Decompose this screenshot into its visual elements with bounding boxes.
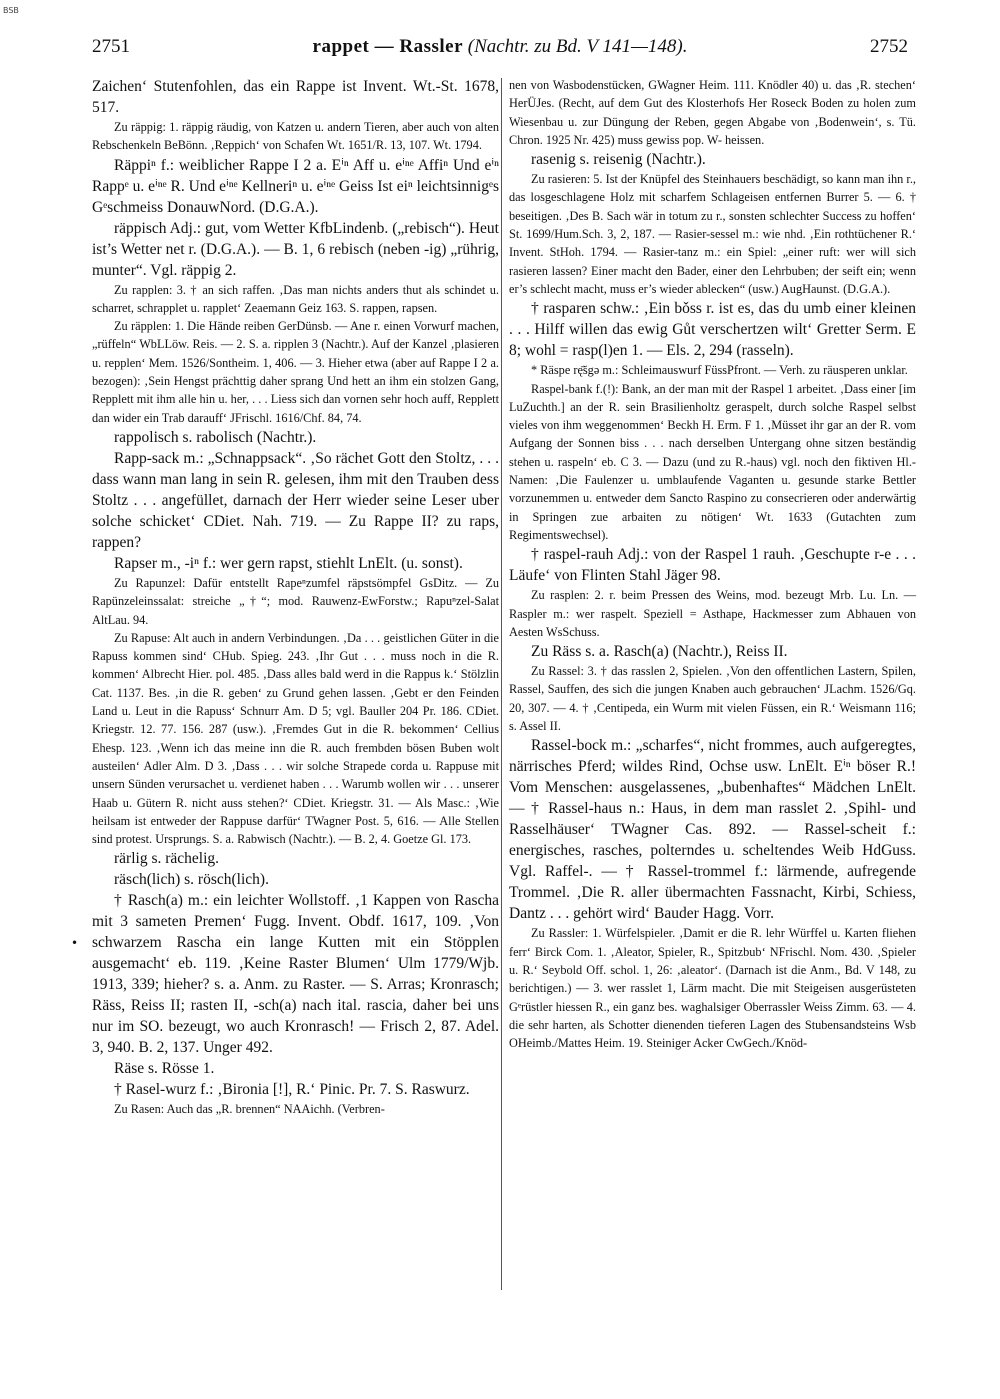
- page-number-right: 2752: [870, 36, 908, 57]
- entry-paragraph: Zu räpplen: 1. Die Hände reiben GerDünsb. — Ane r. einen Vorwurf machen, „rüffeln“ WbLLöw. Reis. — 2. S. a. ripplen 3 (Nachtr.). Auf der Kanzel ‚plasieren u. repplen‘ Mem. 1526/Sontheim. 1, 406. — 3. Hieher etwa (aber auf Rappe I 2 a. bezogen): ‚Sein Hengst prächttig daher sprang Und hett an ihm ein stolzen Gang, Repplett mit ihm alle hin u. her, . . . Liess sich dan vornen sehr hoch auff, Repplett dan wider ein Trab darauff‘ JFrischl. 1616/Chf. 84, 74.: [92, 319, 499, 425]
- entry-paragraph: † Rasch(a) m.: ein leichter Wollstoff. ‚1 Kappen von Rascha mit 3 sameten Premen‘ Fugg. Invent. Obdf. 1617, 109. ‚Von schwarzem Rascha ein lange Kutten mit ein Stöpplen ausgemacht‘ eb. 119. ‚Keine Raster Blumen‘ Ulm 1779/Wjb. 1913, 339; hieher? s. a. Anm. zu Raster. — S. Arras; Kronrasch; Räss, Reiss II; rasten II, -sch(a) nach ital. rascia, daher bei uns nur im SO. bezeugt, wo auch Kronrasch! — Frisch 2, 87. Adel. 3, 940. B. 2, 137. Unger 492.: [92, 892, 499, 1057]
- entry-paragraph: Rapp-sack m.: „Schnappsack“. ‚So rächet Gott den Stoltz, . . . dass wann man lang in sein R. gelesen, ihm mit den Trauben dess Stoltz . . . angefüllet, darnach der Herr wieder seine Leser uber solche schicket‘ CDiet. Nah. 719. — Zu Rappe II? zu raps, rappen?: [92, 449, 499, 551]
- page-header: [92, 36, 908, 64]
- entry-paragraph: Zu Rassel: 3. † das rasslen 2, Spielen. ‚Von den offentlichen Lastern, Spilen, Rassel, Sauffen, des sich die jungen Knaben auch gebrauchen‘ JLachm. 1526/Gq. 20, 307. — 4. † ‚Centipeda, ein Wurm mit vielen Füssen, ein R.‘ Weismann 116; s. Assel II.: [509, 664, 916, 734]
- left-column: [92, 76, 499, 1119]
- entry-paragraph: rärlig s. rächelig.: [114, 850, 220, 868]
- library-stamp: BSB: [3, 6, 19, 15]
- entry-paragraph: rasenig s. reisenig (Nachtr.).: [531, 151, 706, 169]
- entry-paragraph: Räse s. Rösse 1.: [114, 1060, 215, 1078]
- running-title: [92, 36, 908, 58]
- entry-paragraph: † rasparen schw.: ‚Ein bǒss r. ist es, das du umb einer kleinen . . . Hilff willen das ewig Gůt verschertzen wilt‘ Gretter Serm. E 8; wohl = rasp(l)en 1. — Els. 2, 294 (rasseln).: [509, 300, 916, 360]
- entry-paragraph: Rapser m., -iⁿ f.: wer gern rapst, stiehlt LnElt. (u. sonst).: [114, 554, 463, 572]
- entry-paragraph: nen von Wasbodenstücken, GWagner Heim. 111. Knödler 40) u. das ‚R. stechen‘ HerÜJes. (Recht, auf dem Gut des Klosterhofs Her Roseck Boden zu holen zum Wiesenbau u. zur Düngung der Reben, gegen Abgabe von ‚Bodenwein‘, s. Tü. Chron. 1925 Nr. 425) muss gewiss pop. W- heissen.: [509, 78, 916, 147]
- entry-paragraph: Zu rasplen: 2. r. beim Pressen des Weins, mod. bezeugt Mrb. Lu. Ln. — Raspler m.: wer raspelt. Speziell = Asthape, Hackmesser zum Abhauen von Aesten WsSchuss.: [509, 588, 916, 639]
- entry-paragraph: Zu Rasen: Auch das „R. brennen“ NAAichh. (Verbren-: [114, 1102, 385, 1117]
- entry-paragraph: † raspel-rauh Adj.: von der Raspel 1 rauh. ‚Geschupte r-e . . . Läufe‘ von Flinten Stahl Jäger 98.: [509, 546, 916, 585]
- entry-paragraph: Räppiⁿ f.: weiblicher Rappe I 2 a. Eⁱⁿ Aff u. eⁱⁿᵉ Affiⁿ Und eⁱⁿ Rappᵉ u. eⁱⁿᵉ R. Und eⁱⁿᵉ Kellneriⁿ u. eⁱⁿᵉ Geiss Ist eiⁿ leichtsinnigᵉs Gᵉschmeiss DonauwNord. (D.G.A.).: [92, 156, 499, 216]
- entry-paragraph: rappolisch s. rabolisch (Nachtr.).: [114, 428, 317, 446]
- running-title-keywords: rappet — Rassler: [312, 36, 463, 57]
- entry-paragraph: Zu Rapuse: Alt auch in andern Verbindungen. ‚Da . . . geistlichen Güter in die Rapuss kommen sind‘ CHub. Spieg. 243. ‚Ihr Gut . . . muss noch in die R. kommen‘ Albrecht Hier. pol. 485. ‚Dass alles bald werd in die Rappus k.‘ Stölzlin Cat. 1137. Bes. ‚in die R. geben‘ zu Grund gehen lassen. ‚Gebt er den Feinden Land u. Leut in die Rapuss‘ Schnurr Am. D 5; vgl. Bauller 204 Pr. 186. CDiet. Kriegstr. 12. 77. 156. 287 (usw.). ‚Fremdes Gut in die R. bekommen‘ Cellius Ehesp. 123. ‚Wenn ich das meine inn die R. auch frembden bösen Buben wolt austeilen‘ Adler Alm. D 3. ‚Dass . . . wir solche Strapede corda u. Rappuse mit unsern Sünden verursachet u. verdienet haben . . . Warumb wollen wir . . . unserer Haab u. Gütern R. nicht auss stehen?‘ CDiet. Kriegstr. 31. — Als Masc.: ‚Wie heilsam ist entweder der Rappuse darfür‘ TWagner Post. 5, 616. — Alle Stellen sind protest. Ursprungs. S. a. Rabwisch (Nachtr.). — B. 2, 4. Goetze Gl. 173.: [92, 630, 499, 847]
- entry-paragraph: Raspel-bank f.(!): Bank, an der man mit der Raspel 1 arbeitet. ‚Dass einer [im LuZuchth.] an der R. sein Brasilienholtz geraspelt, durch solche Raspel selbst vieles von ihm weggenommen‘ Beckh H. Erm. F 1. ‚Müsset ihr gar an der R. vom Aufgang der Sonnen biss . . . nach derselben Untergang ohne sitzen beständig stehen u. raspeln‘ eb. C 3. — Dazu (und zu R.-haus) vgl. noch den fiktiven Hl.-Namen: ‚Die Faulenzer u. umblaufende Vaganten u. gesunde starke Bettler vorzunemmen u. entweder dem Sancto Raspino zu consecrieren oder anderwärtig in Springen zue arbaiten zu nötigen‘ Wt. 1633 (Gutachten zum Regimentswechsel).: [509, 381, 916, 542]
- column-divider: [501, 78, 502, 1290]
- entry-paragraph: Zu räppig: 1. räppig räudig, von Katzen u. andern Tieren, aber auch von alten Rebschenkeln BeBönn. ‚Reppich‘ von Schafen Wt. 1651/R. 13, 107. Wt. 1794.: [92, 120, 499, 153]
- entry-paragraph: räppisch Adj.: gut, vom Wetter KfbLindenb. („rebisch“). Heut ist’s Wetter net r. (D.G.A.). — B. 1, 6 rebisch (neben -ig) „rührig, munter“. Vgl. räppig 2.: [92, 219, 499, 279]
- entry-paragraph: * Räspe rę̄šgə m.: Schleimauswurf FüssPfront. — Verh. zu räusperen unklar.: [531, 363, 908, 378]
- page-number-left: 2751: [92, 36, 130, 57]
- entry-paragraph: Zu rapplen: 3. † an sich raffen. ‚Das man nichts anders thut als schindet u. scharret, schrapplet u. rapplet‘ Zeaemann Geiz 163. S. rappen, rapsen.: [92, 282, 499, 315]
- entry-paragraph: räsch(lich) s. rösch(lich).: [114, 871, 269, 889]
- right-column: [509, 76, 916, 1052]
- entry-paragraph: Rassel-bock m.: „scharfes“, nicht frommes, auch aufgeregtes, närrisches Pferd; wildes Rind, Ochse usw. LnElt. Eⁱⁿ böser R.! Vom Menschen: ausgelassenes, „bubenhaftes“ Mädchen LnElt. — † Rassel-haus n.: Haus, in dem man rasslet 2. ‚Spihl- und Rasselhäuser‘ TWagner Cas. 892. — Rassel-scheit f.: energisches, rasches, polterndes u. scheltendes Weib HdGuss. Vgl. Raffel-. — † Rassel-trommel f.: lärmende, aufregende Trommel. ‚Die R. aller übermachten Fassnacht, Kirbi, Schiess, Dantz . . . gehört wird‘ Bauder Hagg. Vorr.: [509, 737, 916, 923]
- margin-dot: •: [71, 936, 79, 950]
- running-title-note: (Nachtr. zu Bd. V 141—148).: [467, 36, 688, 57]
- entry-paragraph: Zu Rassler: 1. Würfelspieler. ‚Damit er die R. lehr Würffel u. Karten fliehen ferr‘ Birck Com. 1. ‚Aleator, Spieler, R., Spitzbub‘ NFrischl. Nom. 430. ‚Spieler u. R.‘ Seybold Off. schol. 1, 26: ‚aleator‘. (Darnach ist die Anm., Bd. V 148, zu berichtigen.) — 3. wer rasslet 1, Lärm macht. Die mit Steigeisen ausgerüsteten Gᵉrüstler hiessen R., ein ganz bes. waghalsiger Oberrassler Weiss Zimm. 63. — 4. die sehr harten, als Schotter dienenden tieferen Lagen des Stubensandsteins Wsb OHeimb./Mattes Heim. 19. Steiniger Acker CwGech./Knöd-: [509, 926, 916, 1051]
- entry-paragraph: Zaichen‘ Stutenfohlen, das ein Rappe ist Invent. Wt.-St. 1678, 517.: [92, 78, 499, 116]
- entry-paragraph: Zu Rapunzel: Dafür entstellt Rapeⁿzumfel räpstsömpfel GsDitz. — Zu Rapünzeleinssalat: streiche „†“; mod. Rauwenz-EwForstw.; Rapuⁿzel-Salat AltLau. 94.: [92, 575, 499, 627]
- entry-paragraph: Zu Räss s. a. Rasch(a) (Nachtr.), Reiss II.: [531, 643, 788, 661]
- entry-paragraph: † Rasel-wurz f.: ‚Bironia [!], R.‘ Pinic. Pr. 7. S. Raswurz.: [114, 1081, 470, 1099]
- entry-paragraph: Zu rasieren: 5. Ist der Knüpfel des Steinhauers beschädigt, so kann man ihn r., das losgeschlagene Holz mit scharfem Schlageisen entfernen Burrer 5. — 6. † beseitigen. ‚Des B. Sach wär in totum zu r., sonsten schlechter Success zu hoffen‘ St. 1699/Hum.Sch. 3, 2, 187. — Rasier-sessel m.: wie nhd. ‚Ein rothtüchener R.‘ Invent. StHoh. 1794. — Rasier-tanz m.: ein Spiel: „einer ruft: wer will sich rasieren lassen? Einer macht den Bader, einer den Lehrbuben; der seift ein; wenn er’s schlecht macht, muss er’s wieder ablecken“ (usw.) AugHaunst. (D.G.A.).: [509, 172, 916, 296]
